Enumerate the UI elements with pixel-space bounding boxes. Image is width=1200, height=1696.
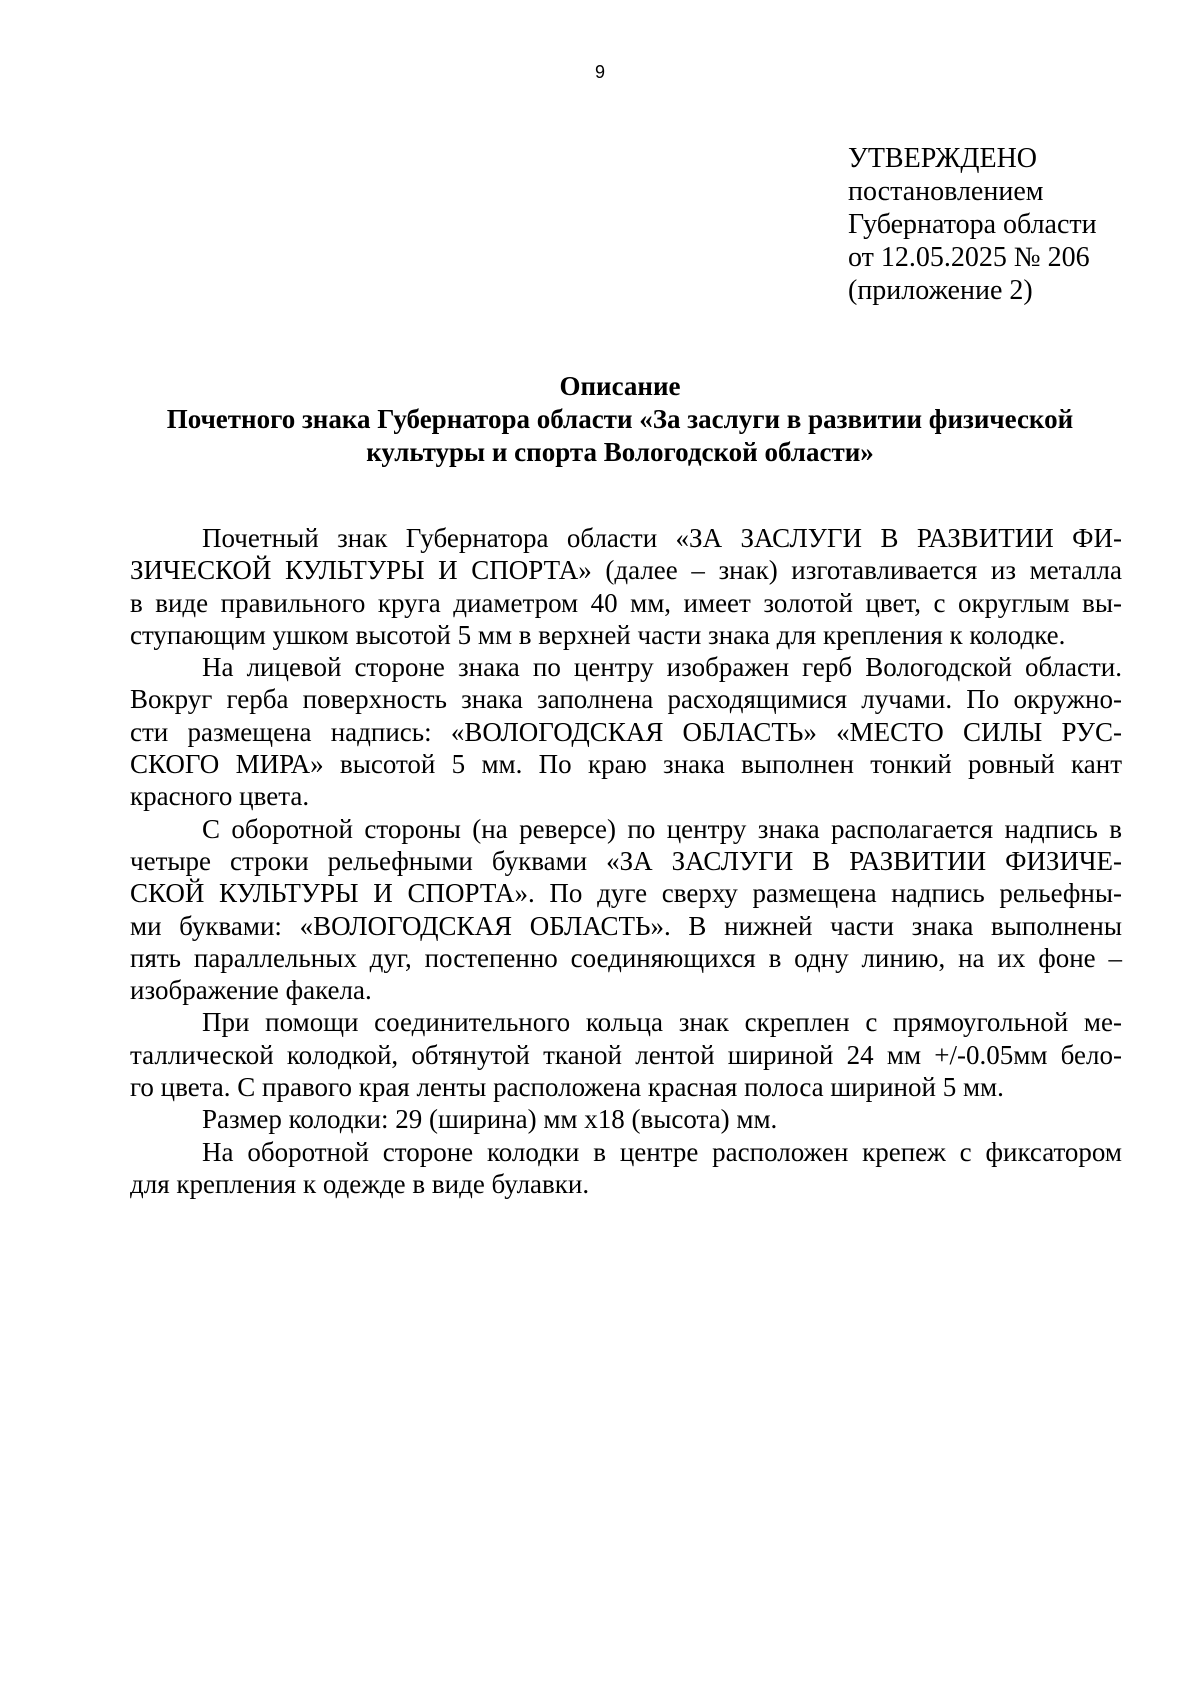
approval-stamp bbox=[848, 142, 1097, 307]
body-line: При помощи соединительного кольца знак скреплен с прямоугольной ме- bbox=[202, 1007, 1122, 1038]
body-line: го цвета. С правого края ленты расположена красная полоса шириной 5 мм. bbox=[130, 1072, 1004, 1103]
body-line: СКОЙ КУЛЬТУРЫ И СПОРТА». По дуге сверху размещена надпись рельефны- bbox=[130, 878, 1122, 909]
approval-line: Губернатора области bbox=[848, 209, 1097, 240]
body-line: С оборотной стороны (на реверсе) по центру знака располагается надпись в bbox=[202, 813, 1122, 844]
title-line: Почетного знака Губернатора области «За заслуги в развитии физической bbox=[166, 404, 1074, 434]
title-line: Описание bbox=[559, 371, 681, 401]
body-line: СКОГО МИРА» высотой 5 мм. По краю знака выполнен тонкий ровный кант bbox=[130, 749, 1122, 780]
page-number: 9 bbox=[594, 62, 605, 82]
body-line: четыре строки рельефными буквами «ЗА ЗАСЛУГИ В РАЗВИТИИ ФИЗИЧЕ- bbox=[130, 845, 1122, 876]
body-line: в виде правильного круга диаметром 40 мм, имеет золотой цвет, с округлым вы- bbox=[130, 587, 1122, 618]
approval-line: постановлением bbox=[848, 176, 1044, 207]
body-line: Почетный знак Губернатора области «ЗА ЗАСЛУГИ В РАЗВИТИИ ФИ- bbox=[202, 523, 1122, 553]
body-line: Вокруг герба поверхность знака заполнена расходящимися лучами. По окружно- bbox=[130, 684, 1122, 715]
body-line: На оборотной стороне колодки в центре расположен крепеж с фиксатором bbox=[202, 1136, 1122, 1167]
body-line: красного цвета. bbox=[130, 781, 310, 812]
body-line: таллической колодкой, обтянутой тканой лентой шириной 24 мм +/-0.05мм бело- bbox=[130, 1039, 1122, 1070]
document-title bbox=[120, 370, 1120, 469]
body-line: Размер колодки: 29 (ширина) мм х18 (высота) мм. bbox=[202, 1104, 778, 1135]
approval-line: УТВЕРЖДЕНО bbox=[848, 143, 1038, 174]
body-line: На лицевой стороне знака по центру изображен герб Вологодской области. bbox=[202, 652, 1122, 683]
body-line: ми буквами: «ВОЛОГОДСКАЯ ОБЛАСТЬ». В нижней части знака выполнены bbox=[130, 910, 1122, 941]
body-line: ступающим ушком высотой 5 мм в верхней части знака для крепления к колодке. bbox=[130, 619, 1066, 650]
approval-line: (приложение 2) bbox=[848, 275, 1033, 306]
body-line: ЗИЧЕСКОЙ КУЛЬТУРЫ И СПОРТА» (далее – знак) изготавливается из металла bbox=[130, 555, 1122, 586]
body-line: для крепления к одежде в виде булавки. bbox=[130, 1168, 590, 1199]
body-line: изображение факела. bbox=[130, 975, 372, 1006]
document-body bbox=[130, 522, 1122, 1200]
title-line: культуры и спорта Вологодской области» bbox=[366, 437, 874, 467]
body-line: сти размещена надпись: «ВОЛОГОДСКАЯ ОБЛАСТЬ» «МЕСТО СИЛЫ РУС- bbox=[130, 716, 1122, 747]
approval-line: от 12.05.2025 № 206 bbox=[848, 242, 1090, 273]
body-line: пять параллельных дуг, постепенно соединяющихся в одну линию, на их фоне – bbox=[130, 942, 1122, 973]
